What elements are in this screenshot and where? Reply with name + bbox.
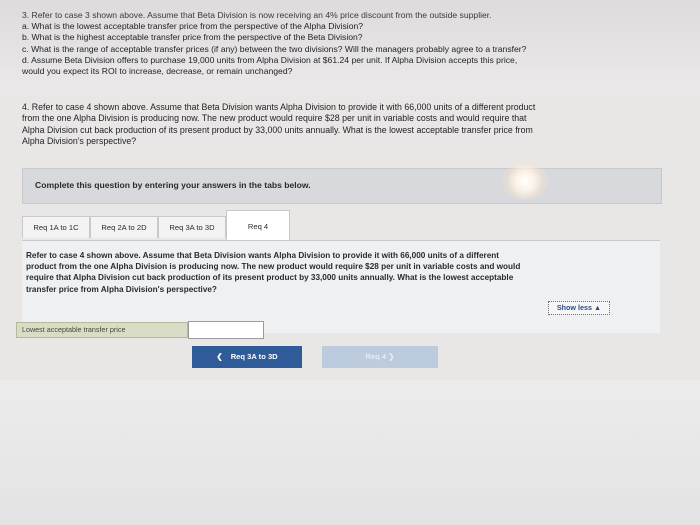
previous-req-button[interactable] <box>192 346 302 368</box>
empty-page-area <box>0 380 700 525</box>
tab-req-1a-1c[interactable]: Req 1A to 1C <box>22 216 90 238</box>
panel-question-text <box>26 250 646 295</box>
next-req-label: Req 4 <box>365 352 387 361</box>
previous-req-label: Req 3A to 3D <box>230 352 278 361</box>
question-4-line: Alpha Division cut back production of its present product by 33,000 units annually. What is the lowest acceptable transfer price from <box>22 124 533 135</box>
question-4-line: 4. Refer to case 4 shown above. Assume that Beta Division wants Alpha Division to provide it with 66,000 units of a different product <box>22 102 536 112</box>
panel-line: transfer price from Alpha Division's perspective? <box>26 284 217 294</box>
question-4-line: from the one Alpha Division is producing now. The new product would require $28 per unit in variable costs and would require that <box>22 113 527 124</box>
instruction-bar <box>22 168 662 204</box>
next-req-button <box>322 346 438 368</box>
question-3-part-a: a. What is the lowest acceptable transfer price from the perspective of the Alpha Division? <box>22 21 364 32</box>
tab-req-3a-3d[interactable]: Req 3A to 3D <box>158 216 226 238</box>
answer-row-label: Lowest acceptable transfer price <box>16 322 188 338</box>
screen-glare <box>502 162 548 200</box>
question-3-intro: 3. Refer to case 3 shown above. Assume that Beta Division is now receiving an 4% price discount from the outside supplier. <box>22 10 492 20</box>
panel-line: require that Alpha Division cut back production of its present product by 33,000 units annually. What is the lowest acceptable <box>26 273 514 283</box>
question-3-part-c: c. What is the range of acceptable transfer prices (if any) between the two divisions? Will the managers probably agree to a transfer? <box>22 43 527 54</box>
chevron-left-icon: ❮ <box>216 352 223 361</box>
panel-line: Refer to case 4 shown above. Assume that Beta Division wants Alpha Division to provide it with 66,000 units of a different <box>26 251 500 260</box>
tab-req-2a-2d[interactable]: Req 2A to 2D <box>90 216 158 238</box>
panel-line: product from the one Alpha Division is producing now. The new product would require $28 per unit in variable costs and would <box>26 262 521 272</box>
instruction-text: Complete this question by entering your answers in the tabs below. <box>35 180 311 190</box>
question-3-part-d: d. Assume Beta Division offers to purchase 19,000 units from Alpha Division at $61.24 per unit. If Alpha Division accepts this price, <box>22 54 518 65</box>
question-4-block <box>22 102 682 148</box>
show-less-button[interactable]: Show less ▲ <box>548 301 610 315</box>
question-4-line: Alpha Division's perspective? <box>22 136 137 147</box>
tab-req-4[interactable]: Req 4 <box>226 210 290 240</box>
question-3-part-d-cont: would you expect its ROI to increase, decrease, or remain unchanged? <box>22 66 293 77</box>
lowest-transfer-price-input[interactable] <box>188 321 264 339</box>
question-3-block <box>22 10 682 77</box>
question-3-part-b: b. What is the highest acceptable transfer price from the perspective of the Beta Division? <box>22 32 363 43</box>
chevron-right-icon: ❯ <box>386 352 395 361</box>
